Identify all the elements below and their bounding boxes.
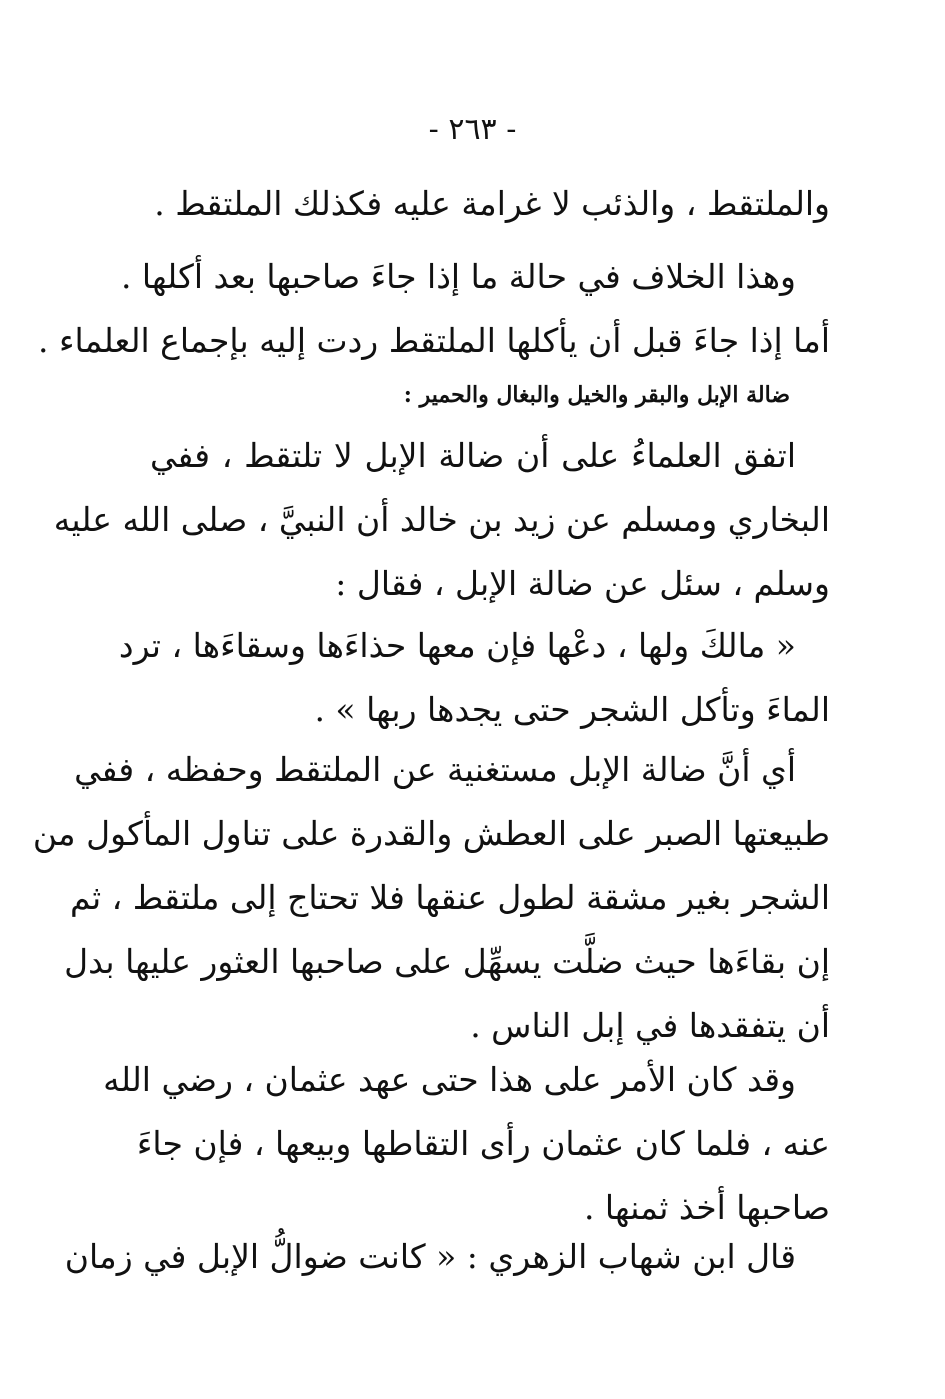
paragraph-line: أي أنَّ ضالة الإبل مستغنية عن الملتقط وحفظه ، ففي (74, 750, 796, 789)
paragraph-2 (38, 245, 830, 373)
paragraph-line: إن بقاءَها حيث ضلَّت يسهِّل على صاحبها العثور عليها بدل (64, 942, 830, 981)
paragraph-line: صاحبها أخذ ثمنها . (583, 1188, 830, 1227)
section-heading: ضالة الإبل والبقر والخيل والبغال والحمير : (403, 382, 790, 408)
paragraph-line: قال ابن شهاب الزهري : « كانت ضوالُّ الإبل في زمان (64, 1237, 796, 1276)
paragraph-line: الماءَ وتأكل الشجر حتى يجدها ربها » . (314, 690, 830, 729)
paragraph-3 (53, 424, 830, 616)
paragraph-4-quote (118, 614, 830, 742)
paragraph-line: الشجر بغير مشقة لطول عنقها فلا تحتاج إلى ملتقط ، ثم (70, 878, 830, 917)
paragraph-line: وهذا الخلاف في حالة ما إذا جاءَ صاحبها بعد أكلها . (120, 257, 796, 296)
paragraph-line: « مالكَ ولها ، دعْها فإن معها حذاءَها وسقاءَها ، ترد (118, 626, 796, 665)
paragraph-line: وقد كان الأمر على هذا حتى عهد عثمان ، رضي الله (103, 1060, 796, 1099)
paragraph-line: والملتقط ، والذئب لا غرامة عليه فكذلك الملتقط . (154, 184, 830, 223)
paragraph-line: وسلم ، سئل عن ضالة الإبل ، فقال : (335, 564, 830, 603)
page-number: - ٢٦٣ - (428, 112, 517, 147)
paragraph-line: البخاري ومسلم عن زيد بن خالد أن النبيَّ ، صلى الله عليه (53, 500, 830, 539)
paragraph-7 (64, 1225, 830, 1289)
paragraph-1 (150, 172, 830, 236)
paragraph-line: عنه ، فلما كان عثمان رأى التقاطها وبيعها ، فإن جاءَ (136, 1124, 830, 1163)
paragraph-line: طبيعتها الصبر على العطش والقدرة على تناول المأكول من (32, 814, 830, 853)
paragraph-line: اتفق العلماءُ على أن ضالة الإبل لا تلتقط ، ففي (150, 436, 796, 475)
paragraph-5 (32, 738, 830, 1058)
paragraph-6 (103, 1048, 830, 1240)
paragraph-line: أما إذا جاءَ قبل أن يأكلها الملتقط ردت إليه بإجماع العلماء . (38, 321, 830, 360)
paragraph-line: أن يتفقدها في إبل الناس . (470, 1006, 830, 1045)
